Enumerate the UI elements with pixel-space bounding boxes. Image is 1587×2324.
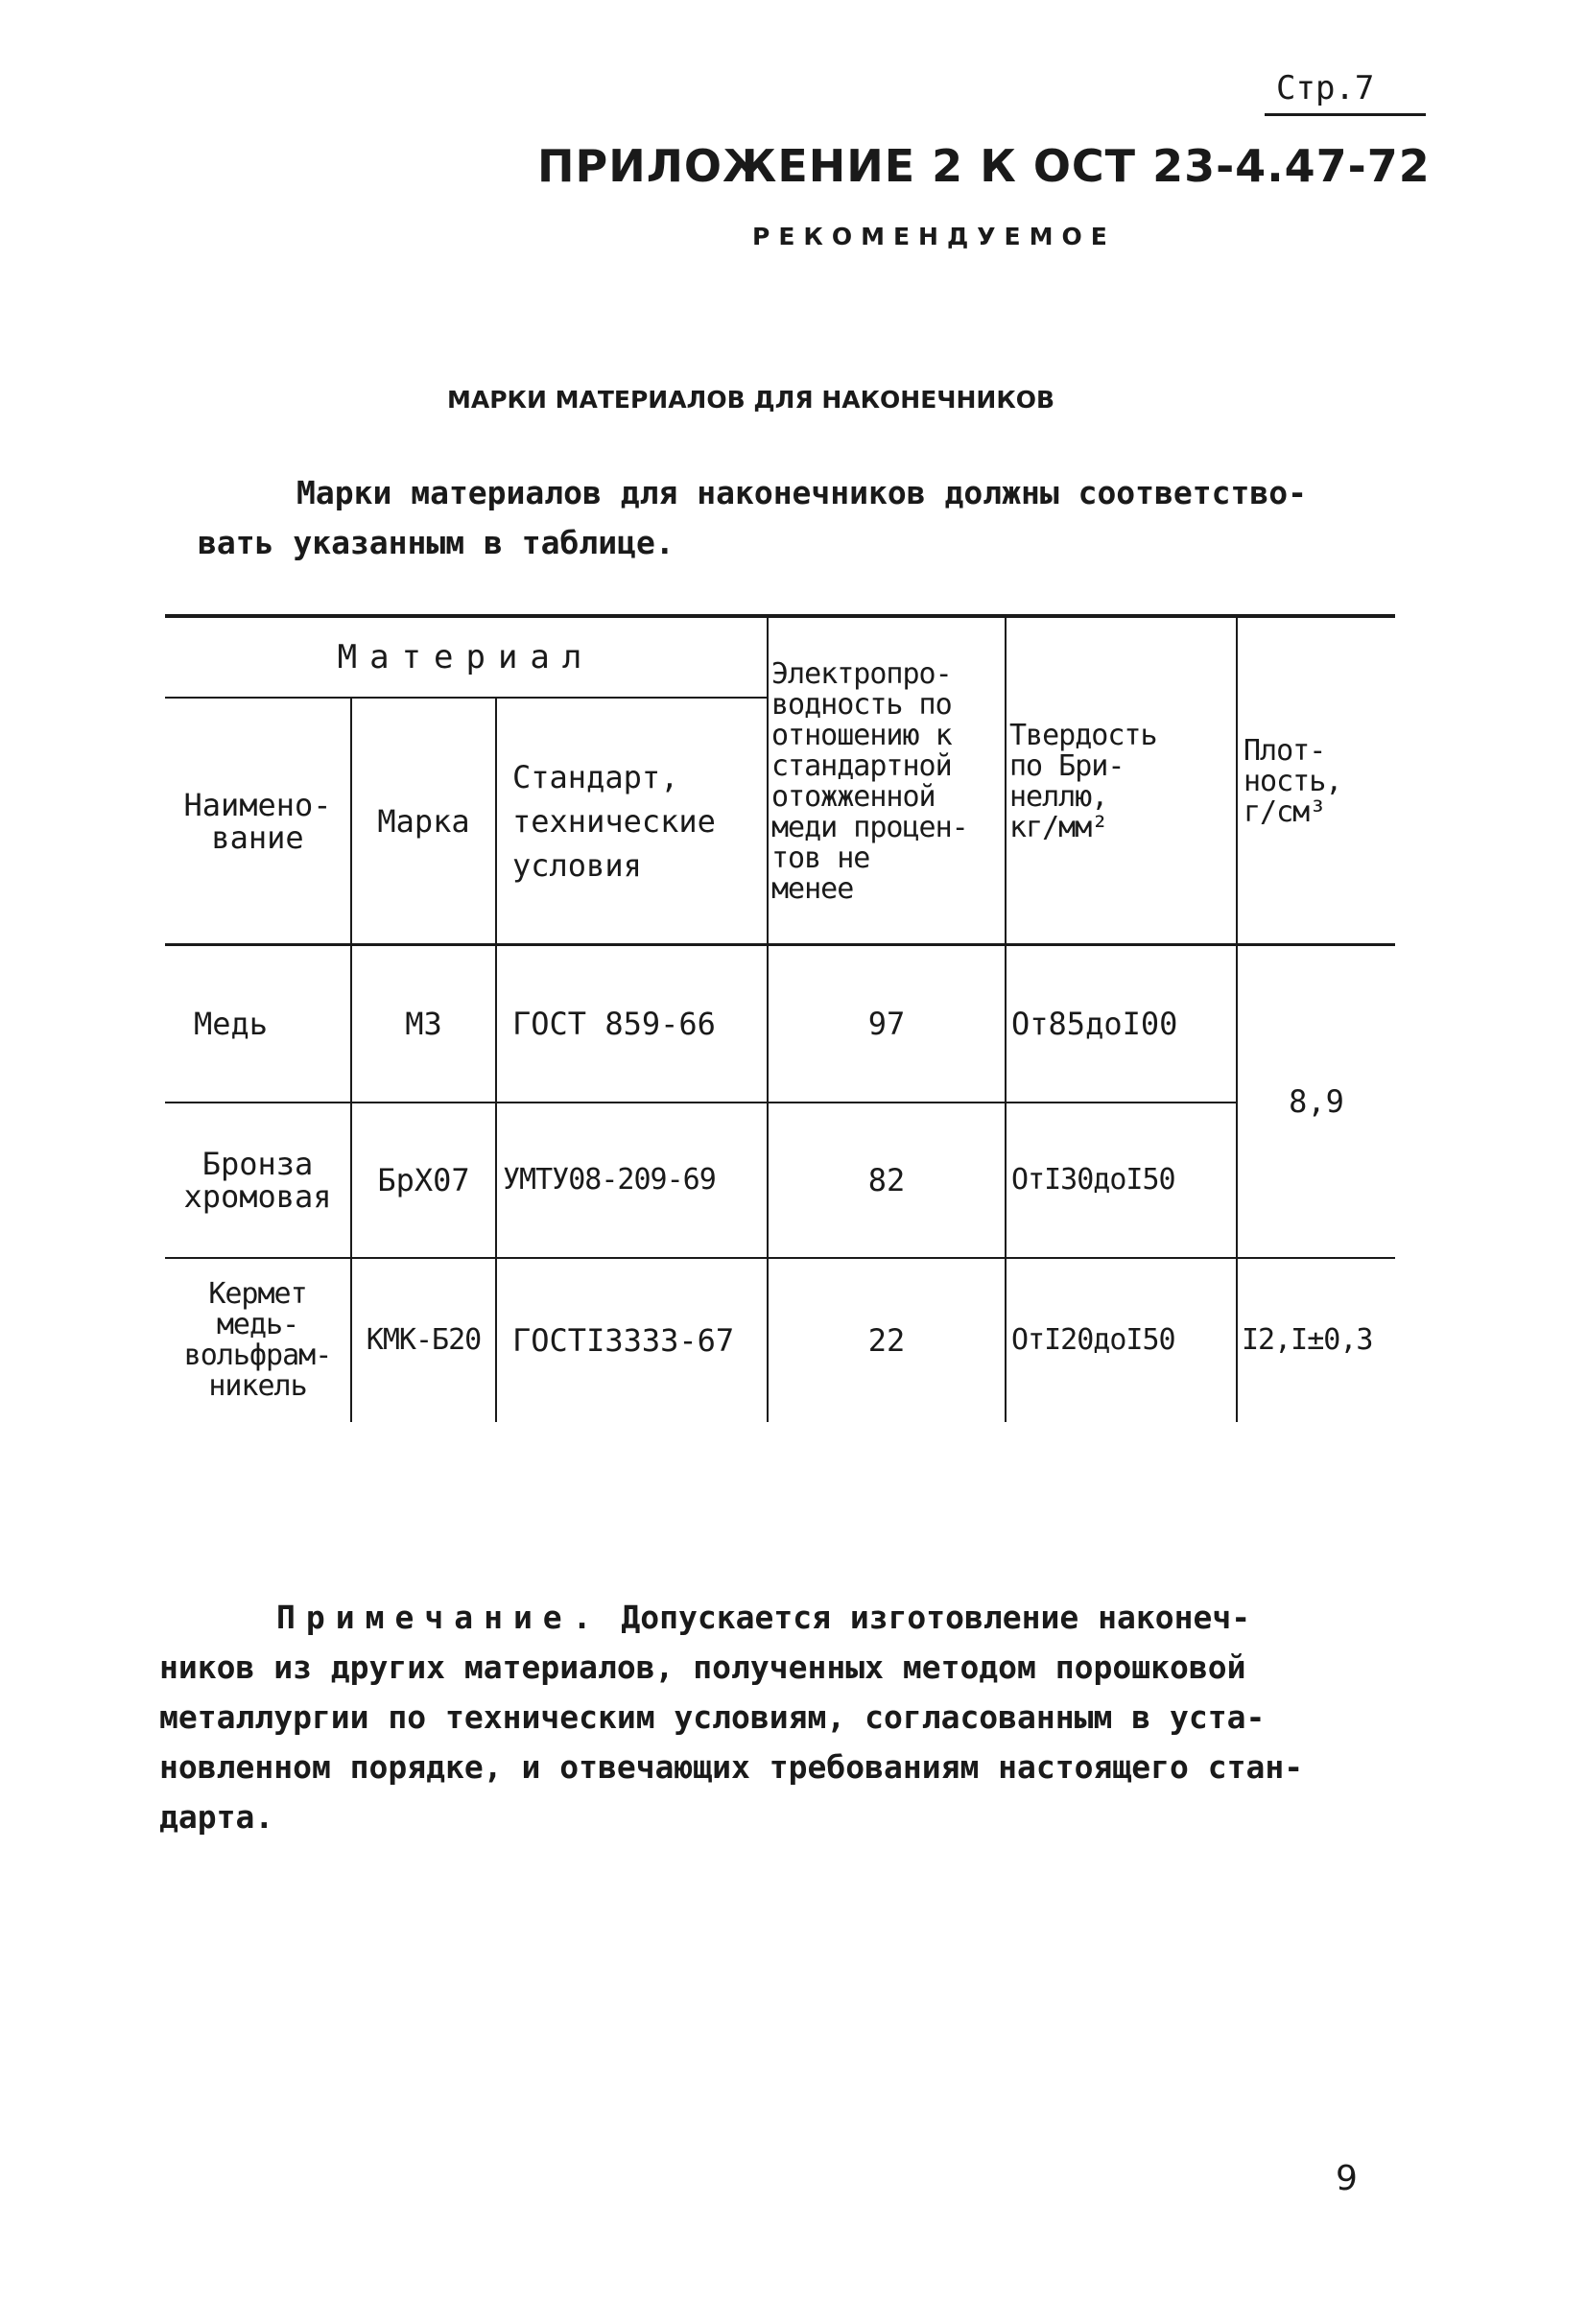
intro-paragraph	[198, 468, 1426, 568]
intro-line-2: вать указанным в таблице.	[198, 524, 675, 561]
header-standard: Стандарт, технические условия	[512, 758, 716, 884]
row2-hardness: ОтI30доI50	[1011, 1163, 1175, 1197]
row2-grade: БрХ07	[377, 1162, 470, 1198]
materials-table	[165, 614, 1395, 1422]
row1-grade: М3	[405, 1006, 442, 1042]
density-copper-bronze: 8,9	[1289, 1083, 1344, 1120]
header-material: Материал	[337, 638, 595, 676]
page-number: 9	[1336, 2159, 1358, 2198]
density-cermet: I2,I±0,3	[1242, 1323, 1373, 1357]
row1-name: Медь	[194, 1006, 269, 1042]
row3-name: Кермет медь- вольфрам- никель	[183, 1277, 332, 1403]
col-divider-4	[1005, 618, 1007, 1422]
section-heading: МАРКИ МАТЕРИАЛОВ ДЛЯ НАКОНЕЧНИКОВ	[447, 386, 1055, 414]
note-paragraph	[159, 1593, 1407, 1842]
note-line-5: дарта.	[159, 1798, 274, 1836]
note-label: Примечание.	[276, 1599, 603, 1636]
row3-conductivity: 22	[867, 1322, 906, 1359]
header-hardness: Твердость по Бри- неллю, кг/мм²	[1009, 718, 1157, 844]
header-name: Наимено- вание	[183, 786, 332, 856]
row1-hardness: От85доI00	[1011, 1006, 1178, 1042]
row3-standard: ГОСТI3333-67	[512, 1322, 735, 1359]
note-line-2: ников из других материалов, полученных методом порошковой	[159, 1648, 1246, 1686]
row2-name: Бронза хромовая	[183, 1146, 332, 1215]
appendix-title: ПРИЛОЖЕНИЕ 2 К ОСТ 23-4.47-72	[537, 140, 1431, 192]
row3-grade: КМК-Б20	[366, 1323, 482, 1357]
note-line-3: металлургии по техническим условиям, согласованным в уста-	[159, 1698, 1266, 1736]
page-label: Стр.7	[1276, 69, 1375, 107]
row3-hardness: ОтI20доI50	[1011, 1323, 1175, 1357]
row1-conductivity: 97	[867, 1006, 906, 1042]
row1-standard: ГОСТ 859-66	[512, 1006, 716, 1042]
row2-standard: УМТУ08-209-69	[503, 1163, 716, 1197]
header-density: Плот- ность, г/см³	[1244, 733, 1342, 829]
page-label-underline	[1265, 113, 1426, 116]
col-divider-2	[495, 699, 497, 1422]
header-conductivity: Электропро- водность по отношению к стандартной отожженной меди процен- тов не менее	[771, 656, 968, 906]
note-line-4: новленном порядке, и отвечающих требованиям настоящего стан-	[159, 1748, 1304, 1786]
intro-line-1: Марки материалов для наконечников должны соответство-	[296, 474, 1307, 511]
note-line-1: Допускается изготовление наконеч-	[621, 1599, 1251, 1636]
recommended-label: РЕКОМЕНДУЕМОЕ	[752, 223, 1116, 250]
header-grade: Марка	[377, 802, 470, 840]
row2-conductivity: 82	[867, 1162, 906, 1198]
